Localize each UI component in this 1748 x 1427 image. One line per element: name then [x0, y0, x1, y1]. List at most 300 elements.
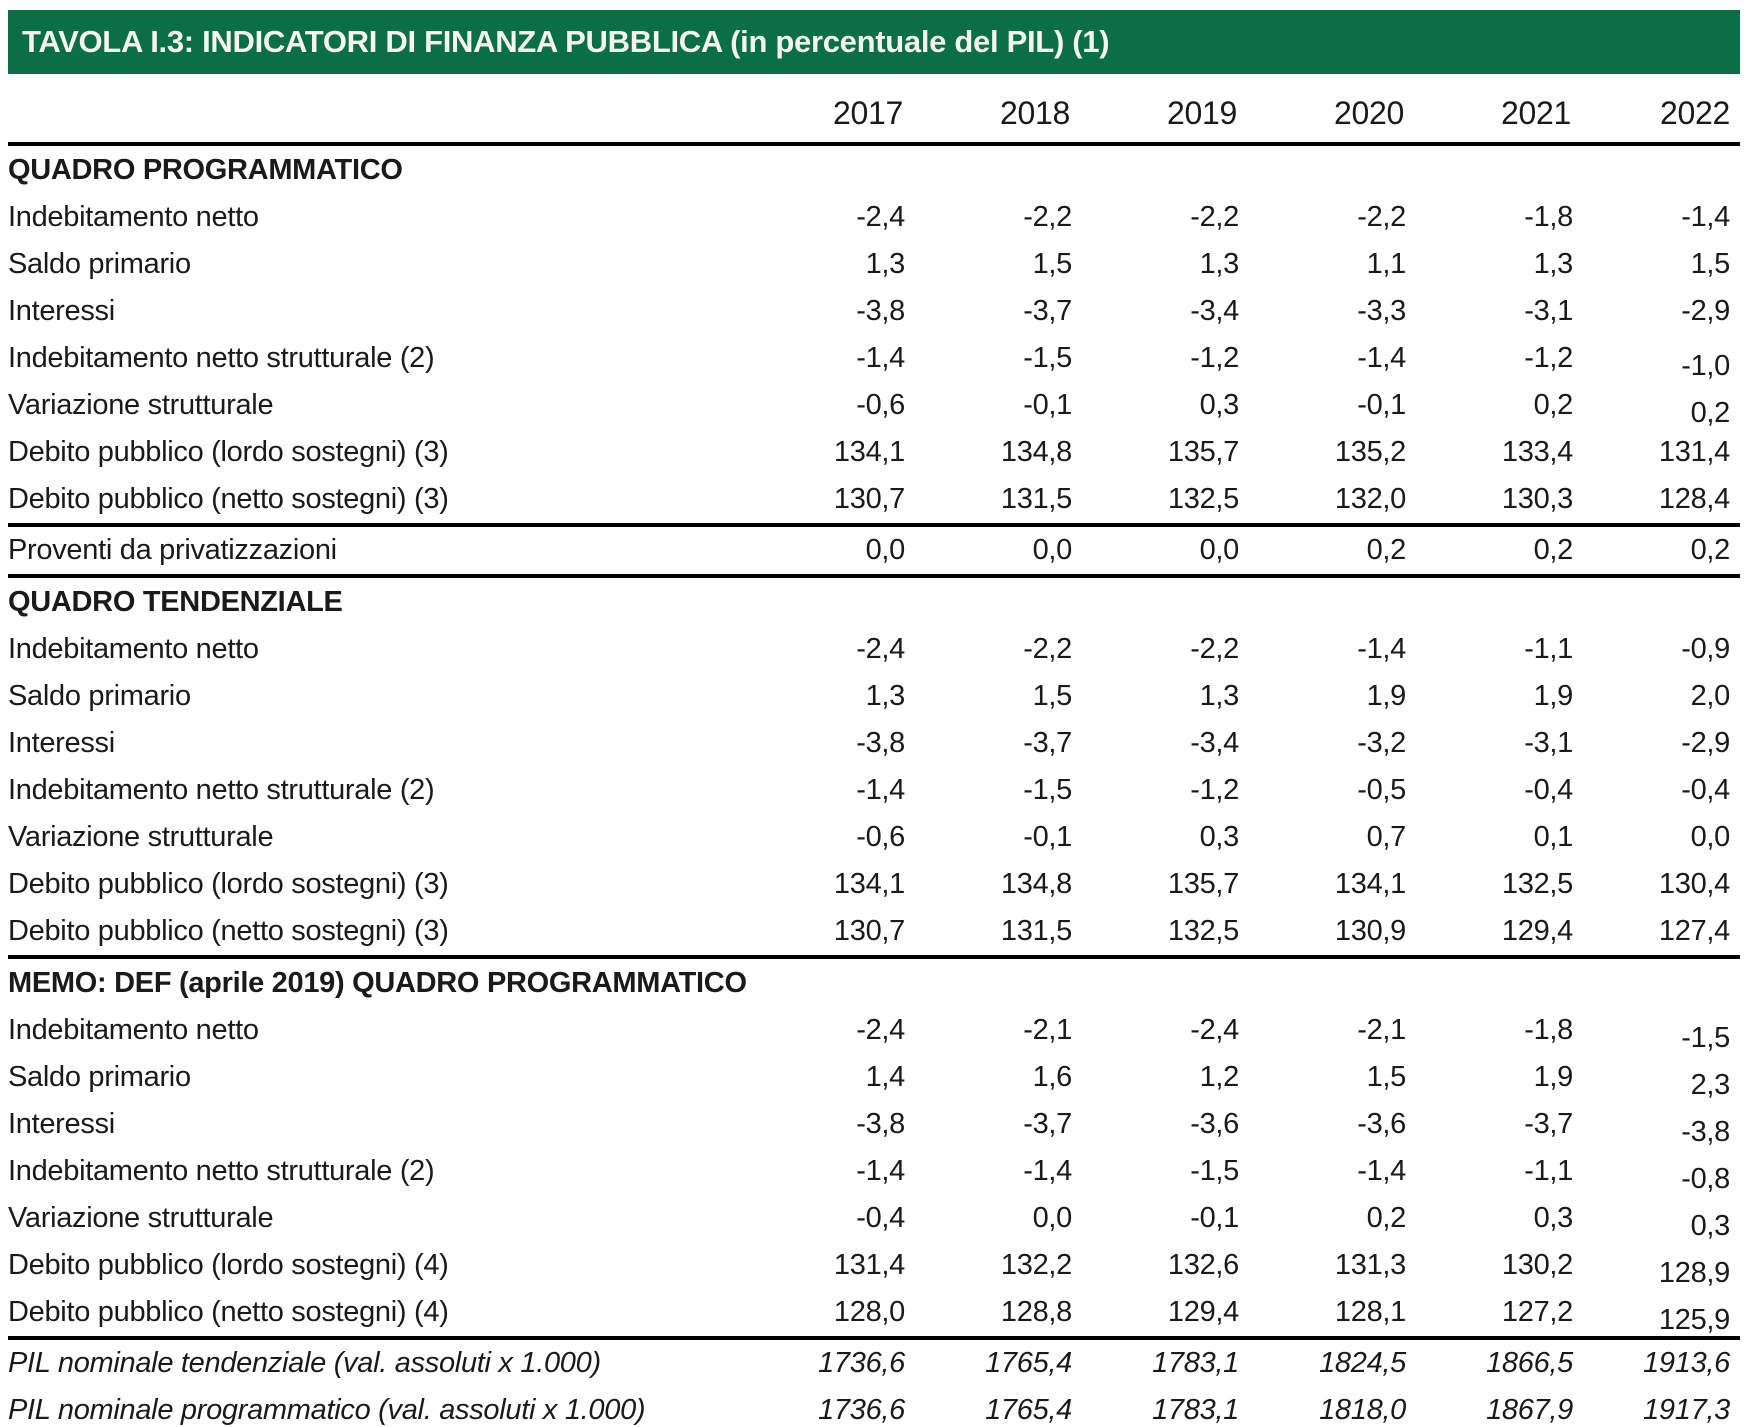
cell-2019	[1072, 382, 1239, 429]
cell-value: 0,0	[1032, 1202, 1072, 1234]
cell-value: 1818,0	[1319, 1394, 1406, 1426]
public-finance-table	[8, 74, 1740, 1427]
table-row	[8, 814, 1740, 861]
row-label: Variazione strutturale	[8, 1202, 274, 1234]
cell-2021	[1406, 1242, 1573, 1289]
cell-2017	[738, 1054, 905, 1101]
cell-2021	[1406, 194, 1573, 241]
cell-2022	[1573, 1338, 1740, 1387]
row-label: Interessi	[8, 1108, 115, 1140]
cell-2021	[1406, 1054, 1573, 1101]
year-header-row	[8, 74, 1740, 144]
cell-value: 1783,1	[1152, 1394, 1239, 1426]
cell-value: 1765,4	[985, 1394, 1072, 1426]
cell-2022	[1573, 1054, 1740, 1101]
cell-2021	[1406, 908, 1573, 957]
cell-value: 1,9	[1533, 1061, 1573, 1093]
cell-value: 0,0	[865, 534, 905, 566]
cell-2017	[738, 1148, 905, 1195]
cell-2019	[1072, 1148, 1239, 1195]
cell-value: 135,2	[1334, 436, 1406, 468]
year-column-header: 2021	[1501, 95, 1571, 131]
cell-value: -0,4	[856, 1202, 905, 1234]
table-row	[8, 1242, 1740, 1289]
cell-2020	[1239, 241, 1406, 288]
cell-value: 130,7	[833, 483, 905, 515]
cell-value: 1,5	[1366, 1061, 1406, 1093]
cell-value: -0,4	[1681, 774, 1730, 806]
table-title-bar	[8, 10, 1740, 74]
cell-value: 1,9	[1533, 680, 1573, 712]
cell-value: 128,8	[1000, 1296, 1072, 1328]
cell-value: -1,4	[1023, 1155, 1072, 1187]
cell-2018	[905, 1242, 1072, 1289]
cell-2022	[1573, 1007, 1740, 1054]
cell-2020	[1239, 1101, 1406, 1148]
row-label: Saldo primario	[8, 248, 191, 280]
cell-value: 131,3	[1334, 1249, 1406, 1281]
cell-value: 132,2	[1000, 1249, 1072, 1281]
cell-value: -3,8	[1681, 1116, 1730, 1148]
section-header-row	[8, 144, 1740, 194]
cell-value: 132,5	[1501, 868, 1573, 900]
cell-2018	[905, 429, 1072, 476]
cell-2017	[738, 382, 905, 429]
table-row	[8, 476, 1740, 525]
cell-value: 134,1	[833, 868, 905, 900]
cell-2022	[1573, 241, 1740, 288]
cell-value: -1,8	[1524, 201, 1573, 233]
cell-2018	[905, 241, 1072, 288]
row-label: PIL nominale tendenziale (val. assoluti x 1.000)	[8, 1347, 601, 1379]
cell-2022	[1573, 194, 1740, 241]
row-label: Debito pubblico (netto sostegni) (3)	[8, 483, 449, 515]
cell-2020	[1239, 1242, 1406, 1289]
cell-value: -3,7	[1023, 295, 1072, 327]
cell-value: -0,5	[1357, 774, 1406, 806]
cell-2017	[738, 673, 905, 720]
cell-value: 0,2	[1533, 389, 1573, 421]
cell-2018	[905, 1054, 1072, 1101]
table-row	[8, 1148, 1740, 1195]
cell-value: -1,4	[1357, 1155, 1406, 1187]
cell-2019	[1072, 194, 1239, 241]
section-header: QUADRO PROGRAMMATICO	[8, 153, 403, 186]
table-row	[8, 626, 1740, 673]
cell-value: -3,4	[1190, 295, 1239, 327]
year-column-header: 2020	[1334, 95, 1404, 131]
cell-2017	[738, 525, 905, 576]
cell-value: 134,8	[1000, 868, 1072, 900]
cell-value: 134,8	[1000, 436, 1072, 468]
cell-value: 1,5	[1690, 248, 1730, 280]
cell-2017	[738, 288, 905, 335]
cell-2021	[1406, 429, 1573, 476]
cell-2018	[905, 288, 1072, 335]
cell-value: -3,6	[1190, 1108, 1239, 1140]
cell-value: 134,1	[833, 436, 905, 468]
cell-value: -2,2	[1023, 633, 1072, 665]
cell-value: 128,1	[1334, 1296, 1406, 1328]
cell-2018	[905, 626, 1072, 673]
cell-value: -2,4	[1190, 1014, 1239, 1046]
cell-2020	[1239, 288, 1406, 335]
cell-value: -0,4	[1524, 774, 1573, 806]
cell-2021	[1406, 1007, 1573, 1054]
cell-2019	[1072, 525, 1239, 576]
cell-value: -3,7	[1023, 727, 1072, 759]
cell-value: -0,1	[1190, 1202, 1239, 1234]
cell-value: -1,4	[856, 774, 905, 806]
row-label: Indebitamento netto strutturale (2)	[8, 1155, 435, 1187]
cell-2018	[905, 525, 1072, 576]
cell-value: -3,7	[1023, 1108, 1072, 1140]
cell-2021	[1406, 335, 1573, 382]
cell-value: -3,7	[1524, 1108, 1573, 1140]
cell-2022	[1573, 626, 1740, 673]
cell-2019	[1072, 476, 1239, 525]
table-row	[8, 767, 1740, 814]
row-label: Debito pubblico (lordo sostegni) (3)	[8, 868, 449, 900]
row-label: Indebitamento netto	[8, 1014, 259, 1046]
cell-value: -3,8	[856, 1108, 905, 1140]
cell-2017	[738, 1007, 905, 1054]
cell-value: -0,9	[1681, 633, 1730, 665]
cell-2020	[1239, 861, 1406, 908]
cell-2018	[905, 335, 1072, 382]
cell-value: -1,2	[1190, 342, 1239, 374]
cell-2019	[1072, 1242, 1239, 1289]
table-row	[8, 1101, 1740, 1148]
table-row	[8, 429, 1740, 476]
cell-2020	[1239, 1195, 1406, 1242]
cell-value: -0,1	[1023, 389, 1072, 421]
cell-value: 1,4	[865, 1061, 905, 1093]
cell-value: 0,2	[1690, 397, 1730, 429]
cell-value: -3,3	[1357, 295, 1406, 327]
cell-2020	[1239, 476, 1406, 525]
cell-2021	[1406, 814, 1573, 861]
cell-value: 0,3	[1199, 389, 1239, 421]
cell-2022	[1573, 1387, 1740, 1427]
cell-value: -2,2	[1190, 201, 1239, 233]
cell-2021	[1406, 673, 1573, 720]
cell-2018	[905, 673, 1072, 720]
cell-value: 131,5	[1000, 483, 1072, 515]
cell-2018	[905, 1195, 1072, 1242]
row-label: Debito pubblico (lordo sostegni) (3)	[8, 436, 449, 468]
cell-2018	[905, 476, 1072, 525]
cell-2021	[1406, 1289, 1573, 1338]
cell-value: 2,3	[1690, 1069, 1730, 1101]
cell-2019	[1072, 720, 1239, 767]
cell-2019	[1072, 1387, 1239, 1427]
cell-value: 131,4	[833, 1249, 905, 1281]
cell-value: -1,5	[1681, 1022, 1730, 1054]
cell-value: 1783,1	[1152, 1347, 1239, 1379]
cell-value: 0,2	[1366, 1202, 1406, 1234]
cell-2019	[1072, 1007, 1239, 1054]
cell-2020	[1239, 335, 1406, 382]
cell-value: 0,3	[1690, 1210, 1730, 1242]
cell-value: -3,4	[1190, 727, 1239, 759]
cell-2017	[738, 1387, 905, 1427]
cell-2017	[738, 476, 905, 525]
cell-value: 1,5	[1032, 680, 1072, 712]
cell-value: 128,9	[1658, 1257, 1730, 1289]
cell-value: 1736,6	[818, 1347, 905, 1379]
cell-2021	[1406, 767, 1573, 814]
cell-2018	[905, 908, 1072, 957]
row-label: Interessi	[8, 727, 115, 759]
corner-cell	[8, 74, 738, 144]
cell-2017	[738, 814, 905, 861]
cell-value: 130,9	[1334, 915, 1406, 947]
cell-2020	[1239, 1007, 1406, 1054]
cell-2020	[1239, 908, 1406, 957]
cell-2017	[738, 429, 905, 476]
cell-2019	[1072, 626, 1239, 673]
cell-value: 1,3	[1199, 680, 1239, 712]
cell-value: 0,0	[1032, 534, 1072, 566]
table-row	[8, 720, 1740, 767]
cell-value: 130,3	[1501, 483, 1573, 515]
cell-value: -3,8	[856, 727, 905, 759]
cell-2022	[1573, 429, 1740, 476]
cell-value: 1917,3	[1643, 1394, 1730, 1426]
cell-value: 1,5	[1032, 248, 1072, 280]
cell-2020	[1239, 1387, 1406, 1427]
cell-2019	[1072, 1289, 1239, 1338]
row-label: Variazione strutturale	[8, 389, 274, 421]
cell-2019	[1072, 1054, 1239, 1101]
cell-value: -1,1	[1524, 633, 1573, 665]
cell-2017	[738, 194, 905, 241]
cell-value: 125,9	[1658, 1304, 1730, 1336]
row-label: PIL nominale programmatico (val. assoluti x 1.000)	[8, 1394, 646, 1426]
cell-2022	[1573, 288, 1740, 335]
cell-2017	[738, 241, 905, 288]
table-row	[8, 1007, 1740, 1054]
cell-2017	[738, 861, 905, 908]
cell-value: -1,2	[1190, 774, 1239, 806]
section-header-row	[8, 576, 1740, 626]
cell-value: -1,5	[1023, 774, 1072, 806]
cell-2018	[905, 1007, 1072, 1054]
cell-2022	[1573, 1242, 1740, 1289]
row-label: Saldo primario	[8, 680, 191, 712]
cell-2019	[1072, 335, 1239, 382]
section-header: QUADRO TENDENZIALE	[8, 585, 343, 618]
cell-value: -0,6	[856, 821, 905, 853]
year-column-header: 2017	[833, 95, 903, 131]
cell-2022	[1573, 335, 1740, 382]
cell-value: 0,7	[1366, 821, 1406, 853]
cell-2020	[1239, 626, 1406, 673]
cell-2018	[905, 720, 1072, 767]
cell-value: -1,4	[1357, 633, 1406, 665]
cell-2019	[1072, 767, 1239, 814]
cell-value: -0,1	[1023, 821, 1072, 853]
section-header: MEMO: DEF (aprile 2019) QUADRO PROGRAMMATICO	[8, 966, 747, 999]
cell-value: 1,3	[1533, 248, 1573, 280]
cell-value: 1765,4	[985, 1347, 1072, 1379]
cell-2022	[1573, 1148, 1740, 1195]
cell-2020	[1239, 525, 1406, 576]
cell-2022	[1573, 1101, 1740, 1148]
cell-2022	[1573, 861, 1740, 908]
cell-value: -0,6	[856, 389, 905, 421]
cell-value: -3,2	[1357, 727, 1406, 759]
cell-value: -2,1	[1357, 1014, 1406, 1046]
cell-value: -1,5	[1190, 1155, 1239, 1187]
cell-2020	[1239, 673, 1406, 720]
cell-value: 1,1	[1366, 248, 1406, 280]
row-label: Debito pubblico (netto sostegni) (4)	[8, 1296, 449, 1328]
cell-value: 128,4	[1658, 483, 1730, 515]
cell-value: 135,7	[1167, 436, 1239, 468]
cell-2021	[1406, 288, 1573, 335]
cell-2018	[905, 814, 1072, 861]
cell-value: 129,4	[1167, 1296, 1239, 1328]
cell-value: -1,1	[1524, 1155, 1573, 1187]
cell-value: 130,2	[1501, 1249, 1573, 1281]
cell-2017	[738, 1195, 905, 1242]
cell-value: 1913,6	[1643, 1347, 1730, 1379]
cell-value: -3,6	[1357, 1108, 1406, 1140]
cell-2019	[1072, 814, 1239, 861]
cell-2021	[1406, 476, 1573, 525]
cell-2018	[905, 1101, 1072, 1148]
table-row	[8, 1387, 1740, 1427]
cell-value: -2,2	[1190, 633, 1239, 665]
cell-value: 1,6	[1032, 1061, 1072, 1093]
cell-value: 135,7	[1167, 868, 1239, 900]
row-label: Indebitamento netto	[8, 201, 259, 233]
cell-value: -1,4	[1357, 342, 1406, 374]
table-row	[8, 861, 1740, 908]
row-label: Indebitamento netto strutturale (2)	[8, 774, 435, 806]
row-label: Proventi da privatizzazioni	[8, 534, 337, 566]
cell-2020	[1239, 382, 1406, 429]
cell-2018	[905, 194, 1072, 241]
cell-2021	[1406, 1195, 1573, 1242]
cell-value: -1,2	[1524, 342, 1573, 374]
cell-value: 1866,5	[1486, 1347, 1573, 1379]
cell-2017	[738, 908, 905, 957]
row-label: Interessi	[8, 295, 115, 327]
cell-value: -3,8	[856, 295, 905, 327]
row-label: Indebitamento netto	[8, 633, 259, 665]
cell-2018	[905, 1338, 1072, 1387]
cell-2021	[1406, 861, 1573, 908]
cell-2021	[1406, 720, 1573, 767]
year-column-header: 2018	[1000, 95, 1070, 131]
cell-2018	[905, 1148, 1072, 1195]
cell-2017	[738, 720, 905, 767]
cell-2022	[1573, 908, 1740, 957]
cell-2018	[905, 1387, 1072, 1427]
cell-2021	[1406, 525, 1573, 576]
cell-value: 0,3	[1533, 1202, 1573, 1234]
cell-value: 1,3	[1199, 248, 1239, 280]
cell-2017	[738, 626, 905, 673]
cell-value: 134,1	[1334, 868, 1406, 900]
cell-value: -1,5	[1023, 342, 1072, 374]
cell-value: 2,0	[1690, 680, 1730, 712]
cell-value: -2,4	[856, 633, 905, 665]
table-row	[8, 1195, 1740, 1242]
cell-value: 132,6	[1167, 1249, 1239, 1281]
cell-value: 0,0	[1690, 821, 1730, 853]
cell-2022	[1573, 720, 1740, 767]
cell-value: 0,1	[1533, 821, 1573, 853]
cell-value: 133,4	[1501, 436, 1573, 468]
table-body	[8, 144, 1740, 1427]
cell-value: -1,4	[1681, 201, 1730, 233]
section-header-row	[8, 957, 1740, 1007]
cell-value: 129,4	[1501, 915, 1573, 947]
row-label: Saldo primario	[8, 1061, 191, 1093]
cell-2020	[1239, 1054, 1406, 1101]
cell-value: 0,0	[1199, 534, 1239, 566]
table-row	[8, 288, 1740, 335]
year-column-header: 2022	[1660, 95, 1730, 131]
cell-2019	[1072, 908, 1239, 957]
cell-value: -1,0	[1681, 350, 1730, 382]
cell-2020	[1239, 720, 1406, 767]
cell-2018	[905, 1289, 1072, 1338]
cell-value: 1,9	[1366, 680, 1406, 712]
cell-2020	[1239, 194, 1406, 241]
cell-2019	[1072, 1338, 1239, 1387]
cell-2017	[738, 1338, 905, 1387]
table-row	[8, 194, 1740, 241]
cell-2020	[1239, 1338, 1406, 1387]
cell-2021	[1406, 241, 1573, 288]
cell-value: 0,2	[1690, 534, 1730, 566]
cell-value: -0,8	[1681, 1163, 1730, 1195]
table-row	[8, 241, 1740, 288]
row-label: Debito pubblico (netto sostegni) (3)	[8, 915, 449, 947]
cell-2019	[1072, 673, 1239, 720]
table-row	[8, 382, 1740, 429]
cell-2021	[1406, 626, 1573, 673]
cell-2021	[1406, 382, 1573, 429]
cell-value: -2,1	[1023, 1014, 1072, 1046]
cell-2022	[1573, 1195, 1740, 1242]
cell-value: -1,8	[1524, 1014, 1573, 1046]
row-label: Indebitamento netto strutturale (2)	[8, 342, 435, 374]
cell-2021	[1406, 1148, 1573, 1195]
cell-value: 0,2	[1533, 534, 1573, 566]
table-row	[8, 1289, 1740, 1338]
cell-2022	[1573, 382, 1740, 429]
table-row	[8, 908, 1740, 957]
cell-2019	[1072, 288, 1239, 335]
cell-2019	[1072, 1101, 1239, 1148]
cell-2019	[1072, 241, 1239, 288]
cell-value: 127,4	[1658, 915, 1730, 947]
cell-value: -2,2	[1357, 201, 1406, 233]
cell-2022	[1573, 476, 1740, 525]
table-row	[8, 1338, 1740, 1387]
table-title: TAVOLA I.3: INDICATORI DI FINANZA PUBBLICA (in percentuale del PIL) (1)	[22, 24, 1110, 59]
cell-2022	[1573, 767, 1740, 814]
cell-2019	[1072, 861, 1239, 908]
cell-value: -3,1	[1524, 727, 1573, 759]
cell-value: -1,4	[856, 342, 905, 374]
